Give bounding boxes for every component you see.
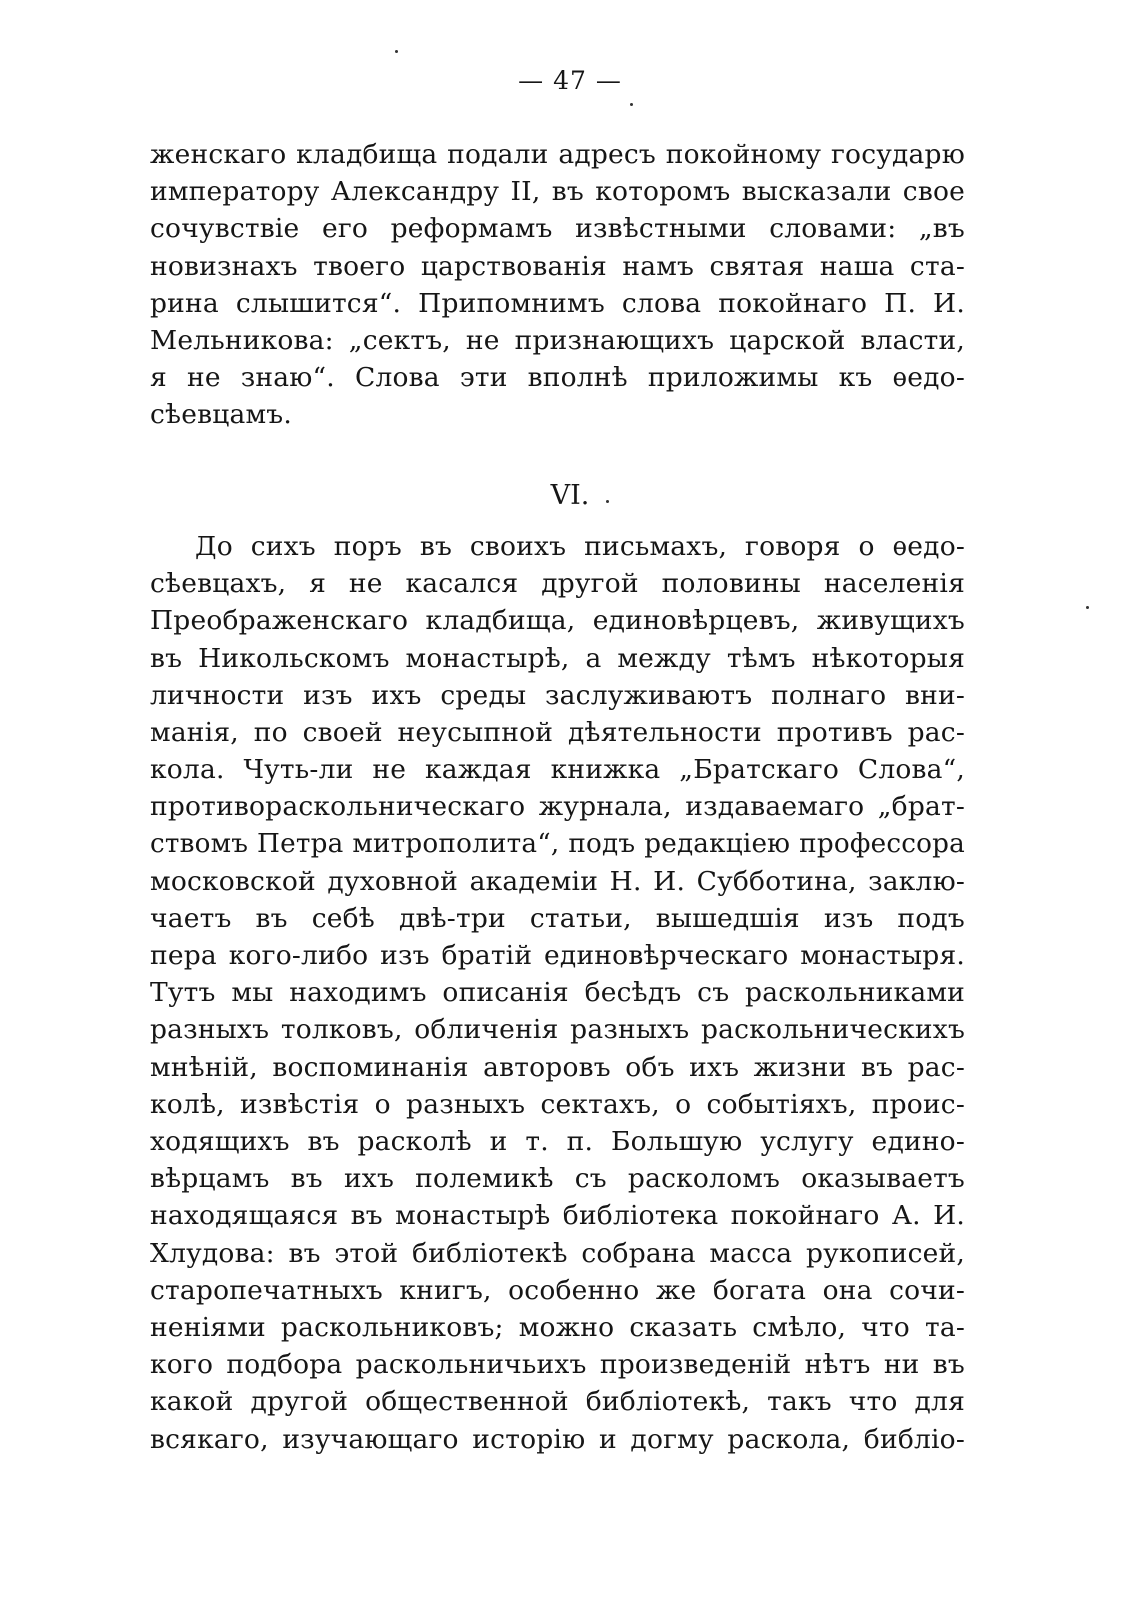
text-line: личности изъ ихъ среды заслуживаютъ полнаго вни-: [150, 679, 965, 711]
text-line: кого подбора раскольничьихъ произведеній нѣтъ ни въ: [150, 1349, 965, 1381]
text-line: императору Александру II, въ которомъ высказали свое: [150, 176, 965, 208]
text-line: ходящихъ въ расколѣ и т. п. Большую услугу едино-: [150, 1126, 965, 1157]
print-speck: [630, 103, 633, 106]
text-line: я не знаю“. Слова эти вполнѣ приложимы къ ѳедо-: [150, 362, 965, 394]
text-line: Мельникова: „сектъ, не признающихъ царской власти,: [150, 324, 965, 356]
text-line: колѣ, извѣстія о разныхъ сектахъ, о событіяхъ, проис-: [150, 1088, 965, 1120]
print-speck: [1086, 606, 1089, 609]
text-line: Тутъ мы находимъ описанія бесѣдъ съ раскольниками: [150, 977, 965, 1009]
text-line: неніями раскольниковъ; можно сказать смѣло, что та-: [150, 1311, 965, 1343]
text-line: пера кого-либо изъ братій единовѣрческаго монастыря.: [150, 940, 965, 972]
text-line: кола. Чуть-ли не каждая книжка „Братскаго Слова“,: [150, 754, 965, 786]
text-line: ствомъ Петра митрополита“, подъ редакціею профессора: [150, 828, 965, 859]
text-line: женскаго кладбища подали адресъ покойному государю: [150, 139, 965, 170]
text-line: противораскольническаго журнала, издаваемаго „брат-: [150, 791, 965, 823]
text-line: вѣрцамъ въ ихъ полемикѣ съ расколомъ оказываетъ: [150, 1163, 965, 1195]
print-speck: [395, 50, 398, 53]
text-line: Преображенскаго кладбища, единовѣрцевъ, живущихъ: [150, 605, 965, 637]
text-line: находящаяся въ монастырѣ библіотека покойнаго А. И.: [150, 1200, 965, 1232]
text-line: мнѣній, воспоминанія авторовъ объ ихъ жизни въ рас-: [150, 1051, 965, 1083]
text-line: рина слышится“. Припомнимъ слова покойнаго П. И.: [150, 287, 965, 319]
paragraph-section-vi: [150, 528, 965, 1458]
text-line: московской духовной академіи Н. И. Субботина, заклю-: [150, 865, 965, 897]
text-line: какой другой общественной библіотекѣ, такъ что для: [150, 1386, 965, 1418]
text-line: новизнахъ твоего царствованія намъ святая наша ста-: [150, 250, 965, 282]
section-heading: VI.: [550, 480, 590, 511]
text-line: До сихъ поръ въ своихъ письмахъ, говоря о ѳедо-: [195, 531, 965, 562]
text-line: сочувствіе его реформамъ извѣстными словами: „въ: [150, 213, 965, 245]
text-line: всякаго, изучающаго исторію и догму раскола, библіо-: [150, 1423, 965, 1455]
text-line: сѣевцамъ.: [150, 399, 292, 431]
paragraph-continued: [150, 136, 965, 434]
text-line: манія, по своей неусыпной дѣятельности противъ рас-: [150, 716, 965, 748]
text-line: въ Никольскомъ монастырѣ, а между тѣмъ нѣкоторыя: [150, 642, 965, 674]
text-line: сѣевцахъ, я не касался другой половины населенія: [150, 568, 965, 600]
page-number: — 47 —: [518, 66, 622, 95]
text-line: Хлудова: въ этой библіотекѣ собрана масса рукописей,: [150, 1237, 965, 1269]
text-line: чаетъ въ себѣ двѣ-три статьи, вышедшія изъ подъ: [150, 902, 965, 934]
text-line: старопечатныхъ книгъ, особенно же богата она сочи-: [150, 1274, 965, 1306]
text-line: разныхъ толковъ, обличенія разныхъ раскольническихъ: [150, 1014, 965, 1046]
